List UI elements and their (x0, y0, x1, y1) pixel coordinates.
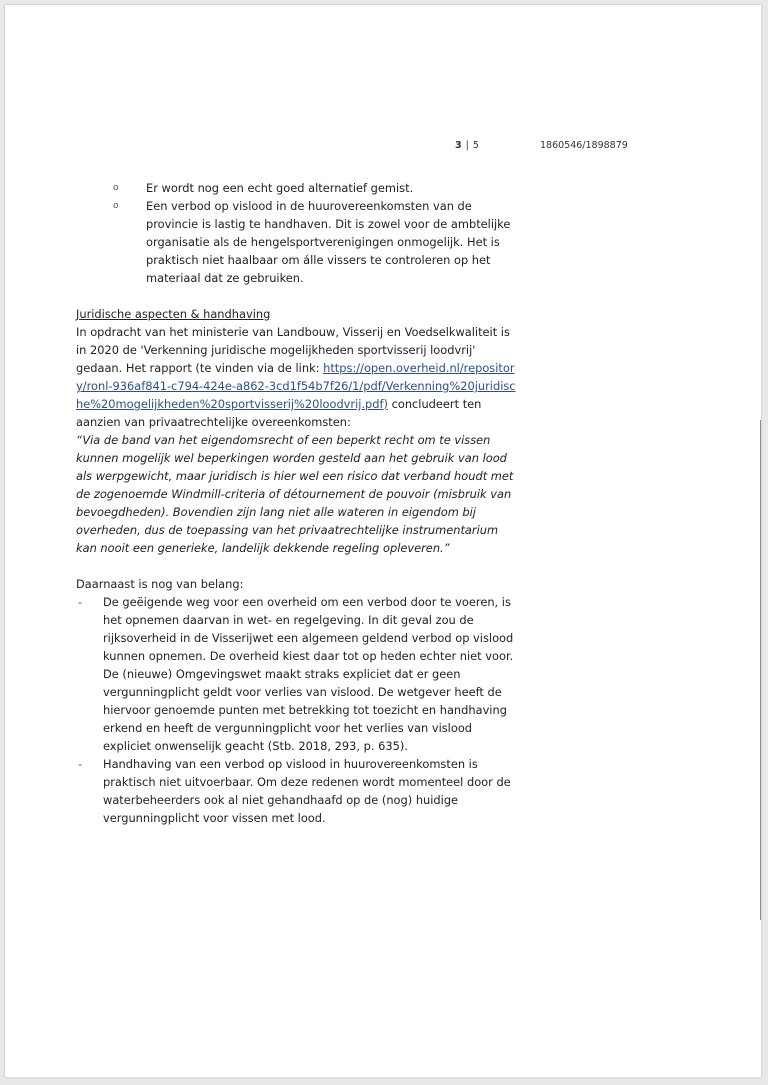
page-number (455, 140, 479, 151)
report-quote: “Via de band van het eigendomsrecht of een beperkt recht om te vissen kunnen mogelijk wel beperkingen worden gesteld aan het gebruik van lood als werpgewicht, maar juridisch is hier wel een risico dat verband houdt met de zogenoemde Windmill-criteria of détournement de pouvoir (misbruik van bevoegdheden). Bovendien zijn lang niet alle wateren in eigendom bij overheden, dus de toepassing van het privaatrechtelijke instrumentarium kan nooit een generieke, landelijk dekkende regeling opleveren.” (76, 433, 514, 555)
bullet-list (76, 179, 516, 287)
dash-bullet-icon: - (78, 757, 83, 771)
page-separator: | (465, 140, 470, 151)
page-edge-shadow (760, 420, 761, 920)
dash-bullet-icon: - (78, 595, 83, 609)
list-item-text: Een verbod op vislood in de huurovereenkomsten van de provincie is lastig te handhaven. Dit is zowel voor de ambtelijke organisatie als de hengelsportverenigingen onmogelijk. Het is praktisch niet haalbaar om álle vissers te controleren op het materiaal dat ze gebruiken. (146, 199, 511, 285)
list-item (76, 197, 516, 287)
list-item-text: De geëigende weg voor een overheid om een verbod door te voeren, is het opnemen daarvan in wet- en regelgeving. In dit geval zou de rijksoverheid in de Visserijwet een algemeen geldend verbod op vislood kunnen opnemen. De overheid kiest daar tot op heden echter niet voor. De (nieuwe) Omgevingswet maakt straks expliciet dat er geen vergunningplicht geldt voor verlies van vislood. De wetgever heeft de hiervoor genoemde punten met betrekking tot toezicht en handhaving erkend en heeft de vergunningplicht voor het verlies van vislood expliciet onwenselijk geacht (Stb. 2018, 293, p. 635). (103, 595, 514, 753)
page-current: 3 (455, 140, 463, 151)
page-total: 5 (472, 140, 480, 151)
list-item-text: Er wordt nog een echt goed alternatief gemist. (146, 181, 414, 195)
list-item (76, 593, 516, 755)
list-item-text: Handhaving van een verbod op vislood in huurovereenkomsten is praktisch niet uitvoerbaar. Om deze redenen wordt momenteel door de waterbeheerders ook al niet gehandhaafd op de (nog) huidige vergunningplicht voor vissen met lood. (103, 757, 511, 825)
section-intro (76, 323, 516, 431)
document-body (76, 179, 516, 827)
circle-bullet-icon: o (113, 183, 119, 193)
dash-list (76, 593, 516, 827)
section-heading: Juridische aspecten & handhaving (76, 307, 271, 321)
list-item (76, 179, 516, 197)
intro-text: In opdracht van het ministerie van Landbouw, Visserij en Voedselkwaliteit is in 2020 de 'Verkenning juridische mogelijkheden sportvisserij loodvrij' gedaan. Het rapport (te vinden via de link: (76, 325, 510, 375)
document-id: 1860546/1898879 (540, 140, 628, 151)
additional-intro: Daarnaast is nog van belang: (76, 577, 244, 591)
report-link[interactable]: https://open.overheid.nl/repository/ronl-936af841-c794-424e-a862-3cd1f54b7f26/1/pdf/Verkenning%20juridische%20mogelijkheden%20sportvisserij%20loodvrij.pdf) (76, 361, 516, 411)
intro-text-continued: concludeert ten aanzien van privaatrechtelijke overeenkomsten: (76, 397, 482, 429)
document-page (4, 4, 761, 1077)
list-item (76, 755, 516, 827)
spacer (76, 557, 516, 575)
circle-bullet-icon: o (113, 201, 119, 211)
